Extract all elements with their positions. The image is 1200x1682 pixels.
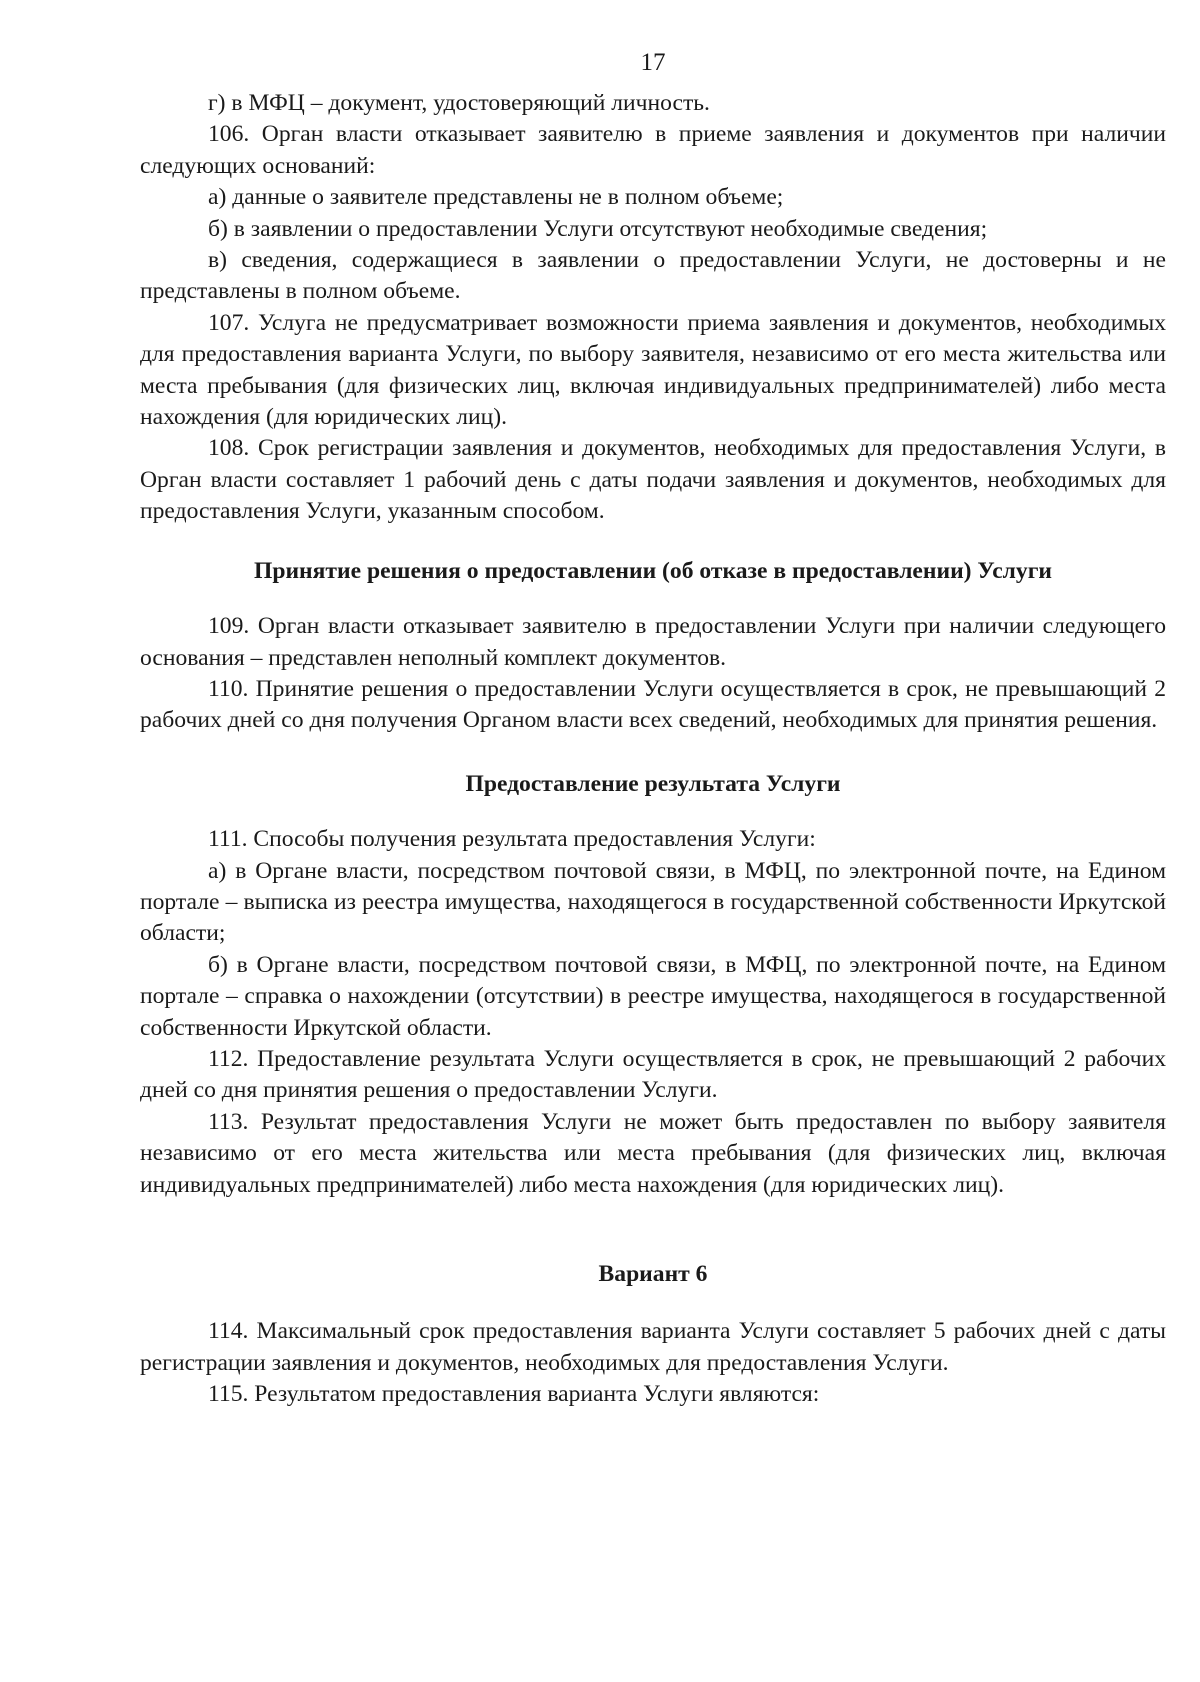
paragraph-113: 113. Результат предоставления Услуги не может быть предоставлен по выбору заявителя независимо от его места жительства или места пребывания (для физических лиц, включая индивидуальных предпринимателей) либо места нахождения (для юридических лиц).	[140, 1108, 1166, 1198]
paragraph-115: 115. Результатом предоставления варианта Услуги являются:	[208, 1381, 820, 1408]
paragraph-106-a: а) данные о заявителе представлены не в полном объеме;	[208, 184, 784, 211]
document-page	[140, 46, 1166, 1411]
paragraph-107: 107. Услуга не предусматривает возможности приема заявления и документов, необходимых для предоставления варианта Услуги, по выбору заявителя, независимо от его места жительства или места пребывания (для физических лиц, включая индивидуальных предпринимателей) либо места нахождения (для юридических лиц).	[140, 309, 1166, 431]
section-heading-variant-6: Вариант 6	[598, 1261, 708, 1287]
paragraph-item-g: г) в МФЦ – документ, удостоверяющий личность.	[208, 90, 710, 116]
paragraph-108: 108. Срок регистрации заявления и документов, необходимых для предоставления Услуги, в Орган власти составляет 1 рабочий день с даты подачи заявления и документов, необходимых для предоставления Услуги, указанным способом.	[140, 435, 1166, 525]
paragraph-114: 114. Максимальный срок предоставления варианта Услуги составляет 5 рабочих дней с даты регистрации заявления и документов, необходимых для предоставления Услуги.	[140, 1318, 1166, 1376]
section-heading-result: Предоставление результата Услуги	[465, 770, 841, 797]
paragraph-111: 111. Способы получения результата предоставления Услуги:	[208, 826, 816, 853]
paragraph-106-b: б) в заявлении о предоставлении Услуги отсутствуют необходимые сведения;	[208, 215, 988, 242]
paragraph-111-b: б) в Органе власти, посредством почтовой связи, в МФЦ, по электронной почте, на Едином портале – справка о нахождении (отсутствии) в реестре имущества, находящегося в государственной собственности Иркутской области.	[140, 951, 1166, 1041]
paragraph-106: 106. Орган власти отказывает заявителю в приеме заявления и документов при наличии следующих оснований:	[140, 121, 1166, 179]
paragraph-109: 109. Орган власти отказывает заявителю в предоставлении Услуги при наличии следующего основания – представлен неполный комплект документов.	[140, 613, 1166, 671]
page-number: 17	[640, 49, 666, 76]
paragraph-110: 110. Принятие решения о предоставлении Услуги осуществляется в срок, не превышающий 2 рабочих дней со дня получения Органом власти всех сведений, необходимых для принятия решения.	[140, 675, 1166, 734]
section-heading-decision: Принятие решения о предоставлении (об отказе в предоставлении) Услуги	[253, 557, 1053, 584]
paragraph-111-a: а) в Органе власти, посредством почтовой связи, в МФЦ, по электронной почте, на Едином портале – выписка из реестра имущества, находящегося в государственной собственности Иркутской области;	[140, 857, 1166, 947]
paragraph-112: 112. Предоставление результата Услуги осуществляется в срок, не превышающий 2 рабочих дней со дня принятия решения о предоставлении Услуги.	[140, 1045, 1166, 1104]
paragraph-106-v: в) сведения, содержащиеся в заявлении о предоставлении Услуги, не достоверны и не представлены в полном объеме.	[140, 247, 1166, 305]
